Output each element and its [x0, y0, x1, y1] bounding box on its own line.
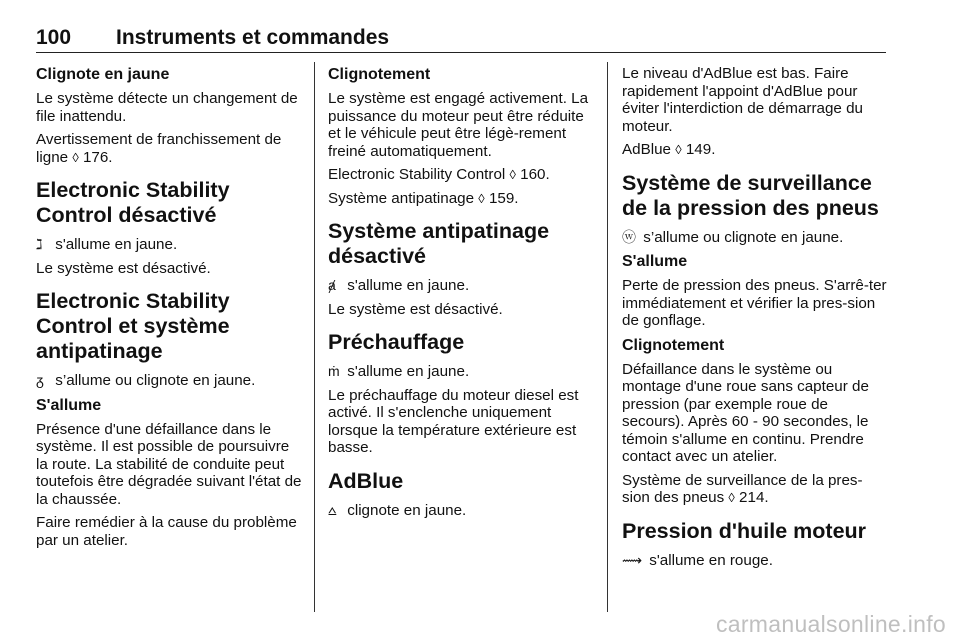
indicator-line — [328, 363, 590, 381]
paragraph: Présence d'une défaillance dans le système. Il est possible de poursuivre la route. La stabilité de conduite peut toutefois être dégradée suivant l'état de la chaussée. — [36, 420, 302, 508]
reference-page: 149. — [681, 141, 716, 158]
indicator-line — [36, 372, 302, 390]
reference-text: Avertissement de franchissement de ligne — [36, 131, 282, 166]
reference-page: 159. — [484, 189, 519, 207]
column-divider — [607, 62, 608, 612]
page-ref-arrow-icon: ◊ — [675, 142, 682, 157]
paragraph: Le système est désactivé. — [328, 300, 503, 318]
paragraph: Le système est désactivé. — [36, 259, 211, 277]
paragraph: Le niveau d'AdBlue est bas. Faire rapidement l'appoint d'AdBlue pour éviter l'interdiction de démarrage du moteur. — [622, 65, 863, 135]
indicator-line — [622, 229, 888, 247]
reference-text: Système de surveillance de la pres-sion des pneus — [622, 471, 863, 506]
page-ref-arrow-icon: ◊ — [509, 167, 516, 182]
glow-plug-icon: ṁ — [328, 363, 340, 379]
oil-can-icon: ⟿ — [622, 551, 643, 568]
traction-off-icon: ⱥ — [328, 277, 336, 293]
indicator-text: s'allume en jaune. — [343, 363, 470, 380]
paragraph: Perte de pression des pneus. S'arrê-ter immédiatement et vérifier la pres-sion de gonflage. — [622, 277, 887, 329]
cross-reference — [328, 166, 590, 184]
cross-reference — [36, 131, 302, 166]
subheading-lights-on: S'allume — [36, 396, 102, 414]
page-ref-arrow-icon: ◊ — [728, 490, 735, 505]
section-heading-esc-tc: Electronic Stability Control et système antipatinage — [36, 289, 230, 363]
paragraph: Le système est engagé activement. La puissance du moteur peut être réduite et le véhicule peut être légè-rement freiné automatiquement. — [328, 90, 589, 160]
tire-pressure-icon: ⓦ — [622, 228, 636, 245]
subheading-blinking: Clignotement — [622, 336, 725, 354]
page-ref-arrow-icon: ◊ — [478, 190, 485, 206]
indicator-text: s’allume ou clignote en jaune. — [639, 228, 844, 246]
section-heading-adblue: AdBlue — [328, 468, 404, 493]
indicator-line — [622, 552, 888, 570]
reference-text: Electronic Stability Control — [328, 166, 510, 183]
section-heading-tpms: Système de surveillance de la pression des pneus — [622, 170, 879, 220]
subheading-lights-on: S'allume — [622, 253, 688, 270]
cross-reference — [328, 190, 590, 208]
subheading-blinking: Clignotement — [328, 66, 431, 83]
indicator-text: s'allume en rouge. — [645, 551, 773, 569]
indicator-text: s'allume en jaune. — [343, 277, 470, 294]
cross-reference — [622, 472, 888, 507]
section-heading-esc-off: Electronic Stability Control désactivé — [36, 178, 230, 227]
paragraph: Le système détecte un changement de file inattendu. — [36, 90, 298, 125]
paragraph: Le préchauffage du moteur diesel est activé. Il s'enclenche uniquement lorsque la température extérieure est basse. — [328, 386, 579, 456]
reference-text: Système antipatinage — [328, 189, 479, 207]
indicator-text: s'allume en jaune. — [51, 236, 178, 253]
column-divider — [314, 62, 315, 612]
subheading-blink-yellow: Clignote en jaune — [36, 66, 170, 83]
page-title: Instruments et commandes — [116, 26, 390, 49]
esc-traction-warning-icon: ᵹ — [36, 372, 44, 388]
indicator-line — [328, 277, 590, 295]
indicator-text: clignote en jaune. — [343, 501, 467, 519]
indicator-line — [328, 502, 590, 520]
reference-text: AdBlue — [622, 141, 676, 158]
section-heading-oil-pressure: Pression d'huile moteur — [622, 518, 867, 543]
indicator-line — [36, 236, 302, 254]
column-right — [622, 62, 888, 575]
section-heading-preheat: Préchauffage — [328, 330, 465, 354]
reference-page: 176. — [78, 148, 113, 166]
esc-off-warning-icon: ℷ — [36, 236, 43, 252]
reference-page: 214. — [734, 489, 769, 506]
paragraph: Défaillance dans le système ou montage d'une roue sans capteur de pression (par exemple roue de secours). Après 60 - 90 secondes, le témoin s'allume en continu. Prendre contact avec un atelier. — [622, 360, 869, 465]
section-heading-tc-off: Système antipatinage désactivé — [328, 219, 550, 268]
column-middle — [328, 62, 590, 525]
column-left — [36, 62, 302, 555]
page-ref-arrow-icon: ◊ — [72, 149, 79, 165]
page-header — [36, 22, 886, 53]
watermark: carmanualsonline.info — [715, 611, 946, 637]
reference-page: 160. — [515, 166, 550, 183]
adblue-icon: ⩟ — [328, 501, 337, 518]
page-number: 100 — [36, 26, 72, 49]
paragraph: Faire remédier à la cause du problème par un atelier. — [36, 514, 297, 549]
cross-reference — [622, 141, 888, 159]
indicator-text: s’allume ou clignote en jaune. — [51, 372, 256, 389]
